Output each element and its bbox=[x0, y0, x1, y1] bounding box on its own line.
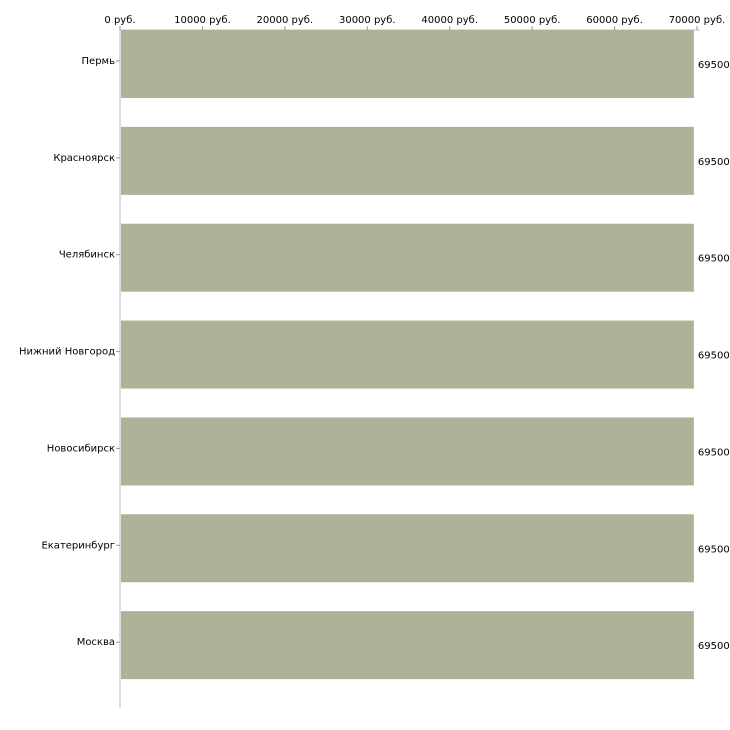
x-tick-label: 10000 руб. bbox=[174, 15, 231, 26]
x-tick-label: 70000 руб. bbox=[668, 15, 726, 26]
data-label: 69500 bbox=[697, 544, 730, 556]
bar[interactable] bbox=[121, 30, 694, 98]
y-axis bbox=[19, 30, 120, 708]
bar[interactable] bbox=[121, 417, 694, 485]
x-tick-label: 50000 руб. bbox=[503, 15, 561, 26]
x-tick-label: 0 руб. bbox=[104, 15, 136, 26]
x-tick-label: 20000 руб. bbox=[256, 15, 314, 26]
x-tick-label: 60000 руб. bbox=[586, 15, 643, 26]
bar[interactable] bbox=[121, 224, 694, 292]
x-tick-label: 30000 руб. bbox=[338, 15, 396, 26]
category-label: Нижний Новгород bbox=[18, 346, 115, 358]
data-label: 69500 bbox=[697, 60, 730, 71]
data-label: 69500 bbox=[697, 447, 730, 459]
category-label: Екатеринбург bbox=[41, 540, 115, 552]
data-label: 69500 bbox=[697, 350, 730, 362]
data-labels bbox=[698, 60, 730, 652]
category-label: Пермь bbox=[81, 56, 115, 67]
data-label: 69500 bbox=[697, 156, 730, 168]
category-label: Новосибирск bbox=[46, 443, 115, 455]
category-label: Москва bbox=[76, 637, 115, 649]
bar[interactable] bbox=[121, 611, 694, 679]
data-label: 69500 bbox=[697, 253, 730, 265]
x-axis bbox=[104, 15, 725, 30]
category-label: Челябинск bbox=[58, 249, 115, 261]
bars bbox=[121, 30, 694, 679]
bar[interactable] bbox=[121, 127, 694, 195]
x-tick-label: 40000 руб. bbox=[421, 15, 479, 26]
bar[interactable] bbox=[121, 514, 694, 582]
data-label: 69500 bbox=[697, 641, 730, 653]
category-label: Красноярск bbox=[53, 152, 115, 164]
bar[interactable] bbox=[121, 321, 694, 389]
